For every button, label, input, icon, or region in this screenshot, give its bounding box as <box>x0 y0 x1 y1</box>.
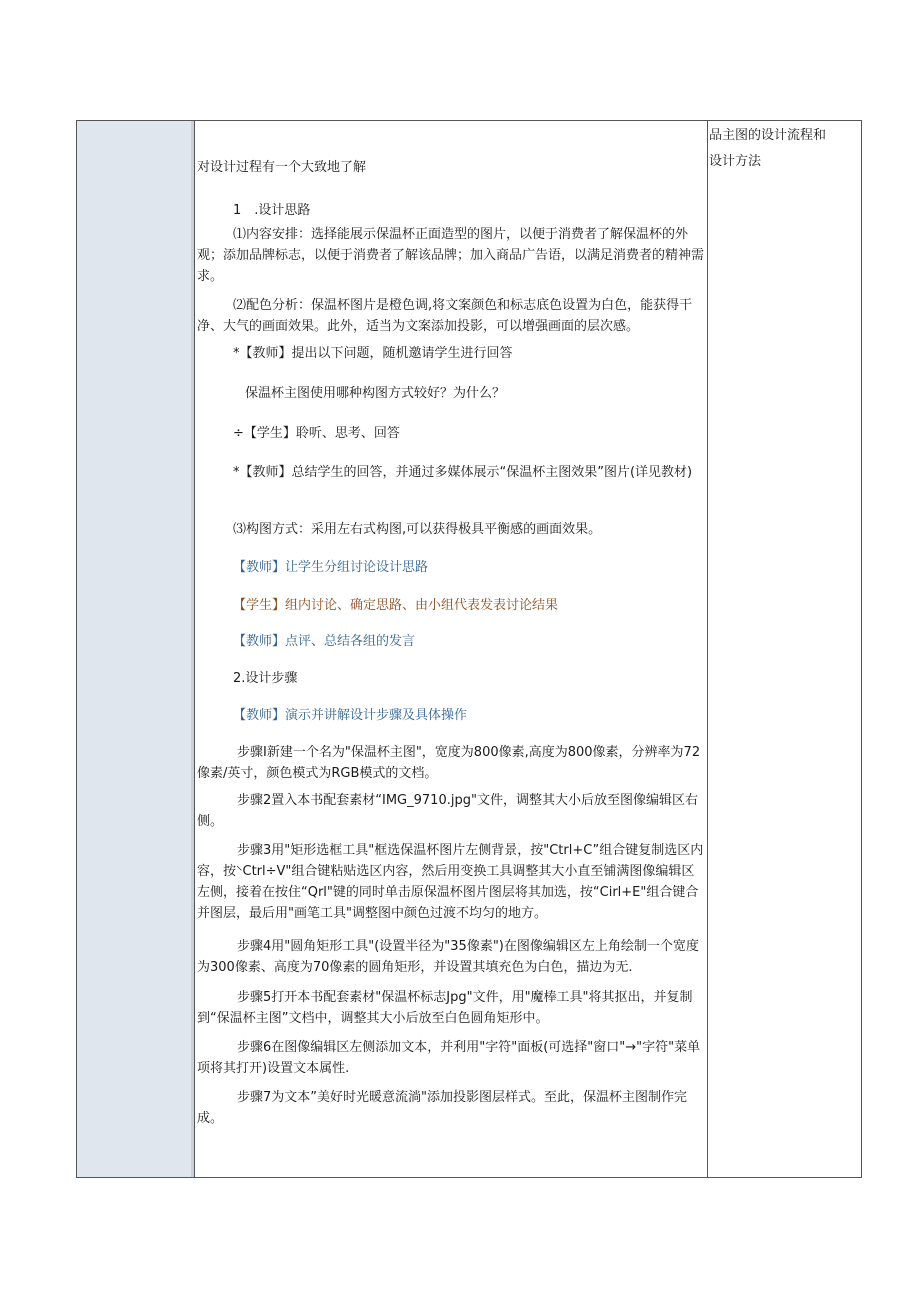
lesson-table <box>76 120 862 1178</box>
paragraph-color-analysis: ⑵配色分析：保温杯图片是橙色调,将文案颜色和标志底色设置为白色，能获得干净、大气的画面效果。此外，适当为文案添加投影，可以增强画面的层次感。 <box>197 298 693 334</box>
teacher-review: 【教师】点评、总结各组的发言 <box>233 634 416 649</box>
teacher-group-discussion: 【教师】让学生分组讨论设计思路 <box>233 560 429 575</box>
right-column-line-1: 品主图的设计流程和 <box>709 128 827 143</box>
step-4: 步骤4用"圆角矩形工具"(设置半径为"35像素")在图像编辑区左上角绘制一个宽度为300像素、高度为70像素的圆角矩形，并设置其填充色为白色，描边为无. <box>197 939 699 975</box>
step-1: 步骤I新建一个名为"保温杯主图"，宽度为800像素,高度为800像素，分辨率为72像素/英寸，颜色模式为RGB模式的文档。 <box>197 745 701 781</box>
heading-design-idea: 1 .设计思路 <box>233 203 311 218</box>
content-column <box>196 121 706 1177</box>
student-group-discussion: 【学生】组内讨论、确定思路、由小组代表发表讨论结果 <box>233 598 559 613</box>
right-column-line-2: 设计方法 <box>709 154 762 169</box>
teacher-question-prompt: *【教师】提出以下问题，随机邀请学生进行回答 <box>233 346 513 361</box>
paragraph-content-arrangement: ⑴内容安排：选择能展示保温杯正面造型的图片，以便于消费者了解保温杯的外观；添加品牌标志，以便于消费者了解该品牌；加入商品广告语，以满足消费者的精神需求。 <box>197 227 705 284</box>
left-column-edge <box>191 121 194 1177</box>
teacher-summary-line: *【教师】总结学生的回答，并通过多媒体展示“保温杯主图效果”图片(详见教材) <box>233 465 693 480</box>
teacher-demo-steps: 【教师】演示并讲解设计步骤及具体操作 <box>233 708 468 723</box>
step-7: 步骤7为文本”美好时光暖意流淌"添加投影图层样式。至此，保温杯主图制作完成。 <box>197 1090 687 1126</box>
right-column <box>707 121 863 1177</box>
step-5: 步骤5打开本书配套素材"保温杯标志Jpg"文件，用"魔棒工具"将其抠出，并复制到“保温杯主图”文档中，调整其大小后放至白色圆角矩形中。 <box>197 990 693 1026</box>
heading-design-steps: 2.设计步骤 <box>233 671 298 686</box>
step-6: 步骤6在图像编辑区左侧添加文本，并利用"字符"面板(可选择"窗口"→"字符"菜单项将其打开)设置文本属性. <box>197 1040 701 1076</box>
student-answer-line: ÷【学生】聆听、思考、回答 <box>233 426 400 441</box>
step-3: 步骤3用"矩形选框工具"框选保温杯图片左侧背景，按"Ctrl+C”组合键复制选区内容，按⸌Ctrl÷V"组合键粘贴选区内容，然后用变换工具调整其大小直至铺满图像编辑区左侧，接着在按住“Qrl"键的同时单击原保温杯图片图层将其加选，按“Cirl+E"组合键合并图层，最后用"画笔工具"调整图中颜色过渡不均匀的地方。 <box>197 843 704 921</box>
step-2: 步骤2置入本书配套素材“IMG_9710.jpg"文件，调整其大小后放至图像编辑区右侧。 <box>197 793 698 829</box>
intro-text: 对设计过程有一个大致地了解 <box>197 160 367 175</box>
left-column <box>77 121 195 1177</box>
question-text: 保温杯主图使用哪种构图方式较好？为什么？ <box>245 386 506 401</box>
paragraph-composition: ⑶构图方式：采用左右式构图,可以获得极具平衡感的画面效果。 <box>233 522 602 537</box>
